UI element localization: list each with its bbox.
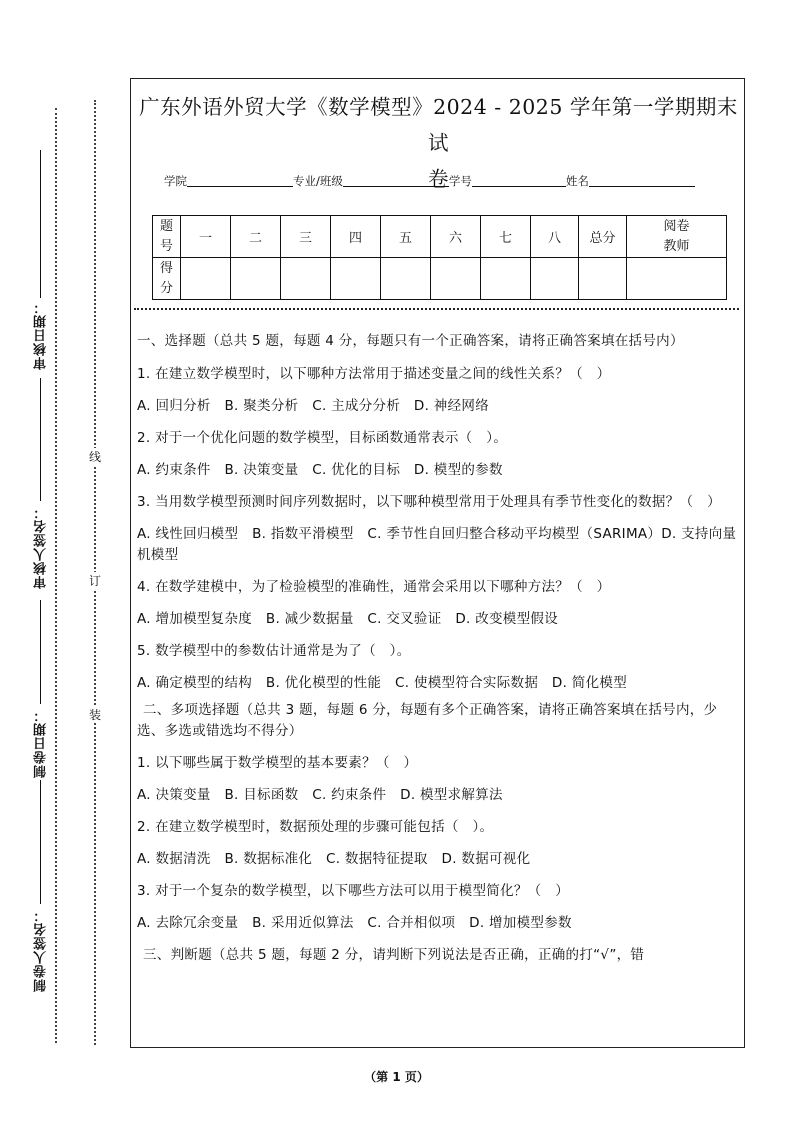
header-separator xyxy=(134,308,739,310)
section-1-heading: 一、选择题（总共 5 题，每题 4 分，每题只有一个正确答案，请将正确答案填在括号内） xyxy=(137,333,684,349)
question-options: A. 去除冗余变量 B. 采用近似算法 C. 合并相似项 D. 增加模型参数 xyxy=(137,915,572,931)
question-options: A. 回归分析 B. 聚类分析 C. 主成分分析 D. 神经网络 xyxy=(137,398,490,414)
grader-signature-cell[interactable] xyxy=(627,258,727,300)
reviewer-signature-label: 审核人签名： xyxy=(33,505,49,589)
compile-date-line xyxy=(40,600,41,704)
grader-label: 阅卷教师 xyxy=(627,216,727,258)
question-text: 2. 对于一个优化问题的数学模型，目标函数通常表示（ ）。 xyxy=(137,430,508,446)
compiler-signature-field xyxy=(28,908,54,992)
section-3-heading: 三、判断题（总共 5 题，每题 2 分，请判断下列说法是否正确，正确的打“√”，错 xyxy=(143,947,645,963)
score-cell[interactable] xyxy=(231,258,281,300)
college-label: 学院 xyxy=(164,174,187,188)
cut-word-fold: 装 xyxy=(85,706,105,723)
reviewer-signature-line xyxy=(40,378,41,501)
question-col-4: 四 xyxy=(331,216,381,258)
name-blank[interactable] xyxy=(589,174,695,187)
score-table-score-row xyxy=(153,258,727,300)
question-col-1: 一 xyxy=(181,216,231,258)
exam-content xyxy=(137,331,742,966)
question-text: 2. 在建立数学模型时，数据预处理的步骤可能包括（ ）。 xyxy=(137,819,494,835)
score-cell[interactable] xyxy=(381,258,431,300)
exam-frame xyxy=(130,78,745,1048)
score-cell[interactable] xyxy=(431,258,481,300)
cut-word-bind: 订 xyxy=(85,572,105,589)
cut-word-line: 线 xyxy=(85,448,105,465)
question-text: 1. 在建立数学模型时，以下哪种方法常用于描述变量之间的线性关系？（ ） xyxy=(137,366,611,382)
compile-date-field xyxy=(28,708,54,778)
score-table-header-row xyxy=(153,216,727,258)
question-options: A. 确定模型的结构 B. 优化模型的性能 C. 使模型符合实际数据 D. 简化模型 xyxy=(137,675,628,691)
reviewer-signature-field xyxy=(28,505,54,589)
section-2-heading: 二、多项选择题（总共 3 题，每题 6 分，每题有多个正确答案，请将正确答案填在括号内，少选、多选或错选均不得分） xyxy=(137,702,718,739)
name-label: 姓名 xyxy=(565,174,589,188)
question-col-7: 七 xyxy=(481,216,531,258)
total-label: 总分 xyxy=(579,216,627,258)
score-table xyxy=(152,215,727,300)
major-label: 专业/班级 xyxy=(293,174,343,188)
question-col-8: 八 xyxy=(531,216,579,258)
question-col-5: 五 xyxy=(381,216,431,258)
review-date-label: 审核日期： xyxy=(33,300,49,370)
score-label: 得分 xyxy=(153,258,181,300)
question-options: A. 数据清洗 B. 数据标准化 C. 数据特征提取 D. 数据可视化 xyxy=(137,851,531,867)
compile-date-label: 制卷日期： xyxy=(33,708,49,778)
inner-dotted-line xyxy=(55,108,57,1043)
question-col-2: 二 xyxy=(231,216,281,258)
question-text: 4. 在数学建模中，为了检验模型的准确性，通常会采用以下哪种方法？（ ） xyxy=(137,579,611,595)
college-blank[interactable] xyxy=(187,174,293,187)
signature-column xyxy=(28,0,54,1122)
score-cell[interactable] xyxy=(281,258,331,300)
student-info-row xyxy=(164,173,695,189)
student-id-blank[interactable] xyxy=(472,174,566,187)
exam-title-line1: 广东外语外贸大学《数学模型》2024 - 2025 学年第一学期期末试 xyxy=(139,95,738,155)
question-col-3: 三 xyxy=(281,216,331,258)
score-cell[interactable] xyxy=(181,258,231,300)
score-cell[interactable] xyxy=(531,258,579,300)
major-blank[interactable] xyxy=(343,174,449,187)
total-score-cell[interactable] xyxy=(579,258,627,300)
exam-title-line2: 卷 xyxy=(428,167,449,191)
question-options: A. 线性回归模型 B. 指数平滑模型 C. 季节性自回归整合移动平均模型（SARIMA）D. 支持向量机模型 xyxy=(137,526,737,563)
review-date-field xyxy=(28,300,54,370)
score-cell[interactable] xyxy=(331,258,381,300)
question-text: 3. 对于一个复杂的数学模型，以下哪些方法可以用于模型简化？（ ） xyxy=(137,883,570,899)
question-options: A. 决策变量 B. 目标函数 C. 约束条件 D. 模型求解算法 xyxy=(137,787,503,803)
page-number: （第 1 页） xyxy=(364,1070,429,1084)
question-text: 5. 数学模型中的参数估计通常是为了（ ）。 xyxy=(137,643,411,659)
review-date-line xyxy=(40,150,41,298)
question-col-6: 六 xyxy=(431,216,481,258)
question-text: 1. 以下哪些属于数学模型的基本要素？（ ） xyxy=(137,755,418,771)
student-id-label: 学号 xyxy=(448,174,472,188)
question-options: A. 增加模型复杂度 B. 减少数据量 C. 交叉验证 D. 改变模型假设 xyxy=(137,611,559,627)
compiler-signature-line xyxy=(40,780,41,904)
question-text: 3. 当用数学模型预测时间序列数据时，以下哪种模型常用于处理具有季节性变化的数据？（ ） xyxy=(137,494,721,510)
compiler-signature-label: 制卷人签名： xyxy=(33,908,49,992)
score-cell[interactable] xyxy=(481,258,531,300)
question-options: A. 约束条件 B. 决策变量 C. 优化的目标 D. 模型的参数 xyxy=(137,462,503,478)
question-no-label: 题号 xyxy=(153,216,181,258)
